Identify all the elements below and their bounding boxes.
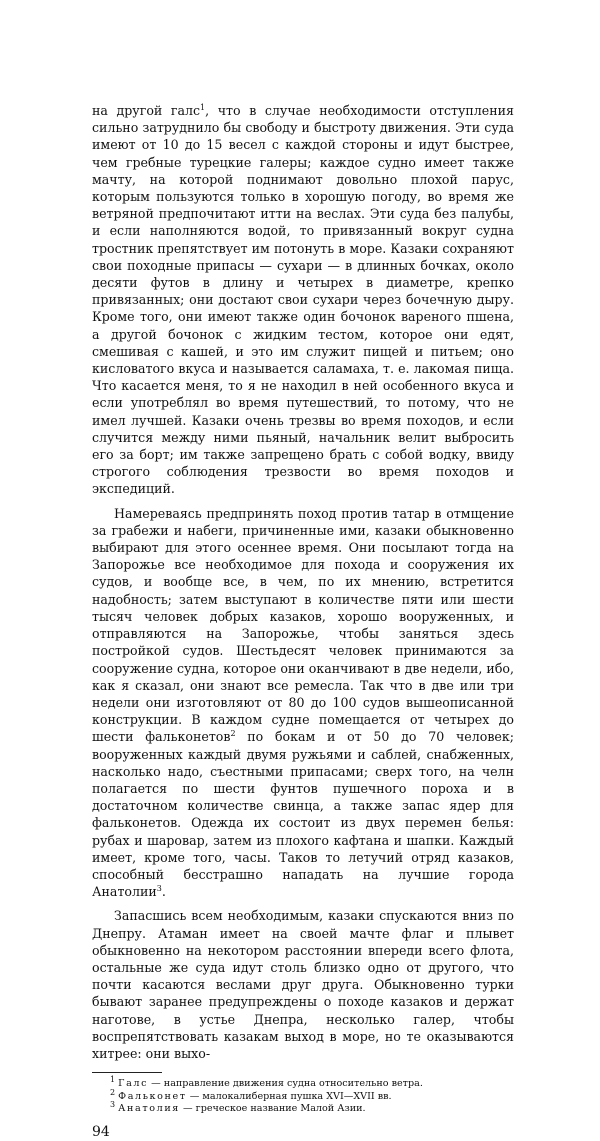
- paragraph-2-text-c: .: [161, 884, 166, 900]
- footnote-2-text: — малокалиберная пушка XVI—XVII вв.: [186, 1090, 392, 1102]
- footnote-2-number: 2: [110, 1087, 116, 1097]
- footnote-1-text: — направление движения судна относительно ветра.: [148, 1078, 423, 1090]
- footnote-3-text: — греческое название Малой Азии.: [179, 1102, 366, 1114]
- paragraph-1: [92, 102, 514, 498]
- footnote-1-term: Галс: [118, 1078, 149, 1090]
- footnote-3: [92, 1099, 514, 1115]
- footnote-2: [92, 1087, 514, 1103]
- page-number: 94: [92, 1124, 110, 1141]
- paragraph-1-text-b: , что в случае необходимости отступления сильно затруднило бы свободу и быстроту движения. Эти суда имеют от 10 до 15 весел с каждой стороны и идут быстрее, чем гребные турецкие галеры; каждое судно имеет также мачту, на которой поднимают довольно плохой парус, которым пользуются только в хорошую погоду, во время же ветряной предпочитают итти на веслах. Эти суда без палубы, и если наполняются водой, то привязанный вокруг судна тростник препятствует им потонуть в море. Казаки сохраняют свои походные припасы — сухари — в длинных бочках, около десяти футов в длину и четырех в диаметре, крепко привязанных; они достают свои сухари через бочечную дыру. Кроме того, они имеют также один бочонок вареного пшена, а другой бочонок с жидким тестом, которое они едят, смешивая с кашей, и это им служит пищей и питьем; оно кисловатого вкуса и называется саламаха, т. е. лакомая пища. Что касается меня, то я не находил в ней особенного вкуса и если употреблял во время путешествий, то потому, что не имел лучшей. Казаки очень трезвы во время походов, и если случится между ними пьяный, начальник велит выбросить его за борт; им также запрещено брать с собой водку, ввиду строгого соблюдения трезвости во время походов и экспедиций.: [92, 103, 514, 497]
- body-text: [92, 102, 514, 1062]
- footnote-ref-3: 3: [156, 883, 162, 893]
- footnote-1: [92, 1074, 514, 1090]
- paragraph-3: [92, 907, 514, 1062]
- footnote-2-term: Фальконет: [118, 1090, 187, 1102]
- footnote-divider: [92, 1072, 162, 1073]
- paragraph-3-text: Запасшись всем необходимым, казаки спускаются вниз по Днепру. Атаман имеет на своей мачте флаг и плывет обыкновенно на некотором расстоянии впереди всего флота, остальные же суда идут столь близко одно от другого, что почти касаются веслами друг друга. Обыкновенно турки бывают заранее предупреждены о походе казаков и держат наготове, в устье Днепра, несколько галер, чтобы воспрепятствовать казакам выход в море, но те оказываются хитрее: они выхо-: [92, 908, 514, 1061]
- footnote-1-number: 1: [110, 1074, 116, 1084]
- paragraph-2-text-a: Намереваясь предпринять поход против татар в отмщение за грабежи и набеги, причиненные ими, казаки обыкновенно выбирают для этого осеннее время. Они посылают тогда на Запорожье все необходимое для похода и сооружения их судов, и вообще все, в чем, по их мнению, встретится надобность; затем выступают в количестве пяти или шести тысяч человек добрых казаков, хорошо вооруженных, и отправляются на Запорожье, чтобы заняться здесь постройкой судов. Шестьдесят человек принимаются за сооружение судна, которое они оканчивают в две недели, ибо, как я сказал, они знают все ремесла. Так что в две или три недели они изготовляют от 80 до 100 судов вышеописанной конструкции. В каждом судне помещается от четырех до шести фальконетов: [92, 505, 514, 745]
- footnote-ref-1: 1: [200, 102, 206, 112]
- footnote-3-number: 3: [110, 1099, 116, 1109]
- paragraph-2: [92, 505, 514, 901]
- paragraph-1-text-a: на другой галс: [92, 103, 201, 118]
- paragraph-2-text-b: по бокам и от 50 до 70 человек; вооруженных каждый двумя ружьями и саблей, снабженных, насколько надо, съестными припасами; сверх того, на челн полагается по шести фунтов пушечного пороха и в достаточном количестве свинца, а также запас ядер для фальконетов. Одежда их состоит из двух перемен белья: рубах и шаровар, затем из плохого кафтана и шапки. Каждый имеет, кроме того, часы. Таков то летучий отряд казаков, способный бесстрашно нападать на лучшие города Анатолии: [92, 729, 514, 900]
- footnotes: [92, 1072, 514, 1115]
- footnote-ref-2: 2: [230, 729, 236, 739]
- footnote-3-term: Анатолия: [118, 1102, 180, 1114]
- book-page: [92, 102, 514, 1141]
